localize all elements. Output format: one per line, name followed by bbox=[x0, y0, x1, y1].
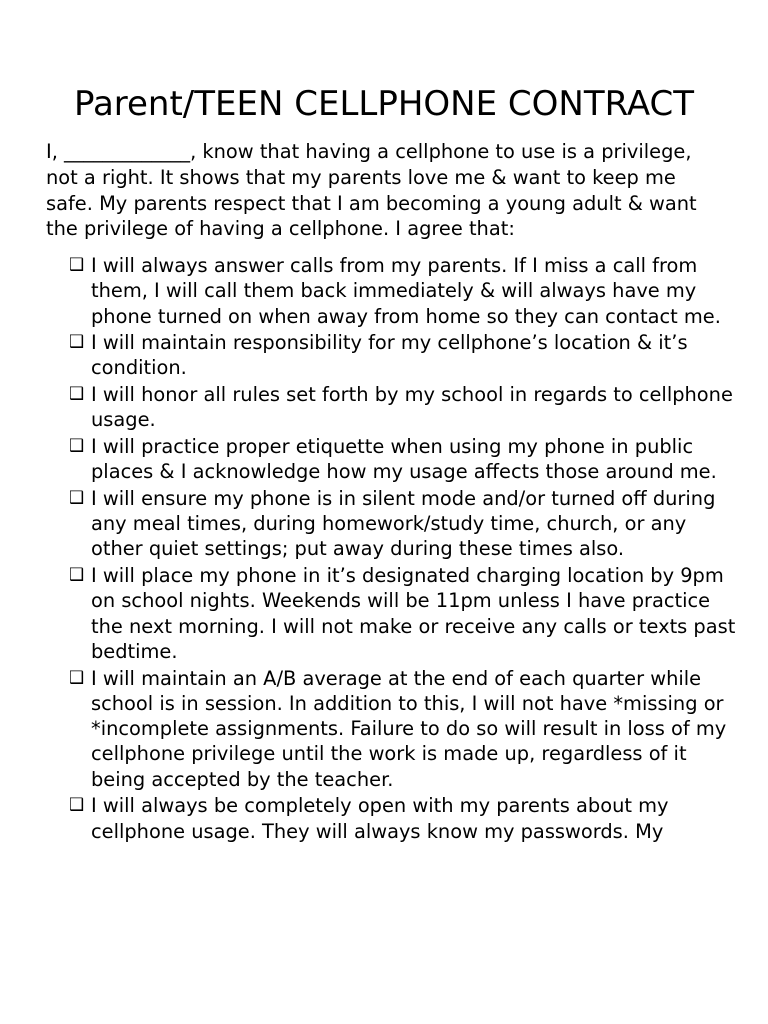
checkbox-icon: ❑ bbox=[69, 565, 85, 586]
rule-text: I will maintain responsibility for my cellphone’s location & it’s condition. bbox=[91, 331, 688, 380]
rule-text: I will ensure my phone is in silent mode and/or turned off during any meal times, during homework/study time, church, or any other quiet settings; put away during these times also. bbox=[91, 486, 716, 561]
rule-item-6 bbox=[67, 563, 737, 664]
checkbox-icon: ❑ bbox=[69, 795, 85, 816]
page-title: Parent/TEEN CELLPHONE CONTRACT bbox=[73, 84, 695, 124]
checkbox-icon: ❑ bbox=[69, 332, 85, 353]
intro-paragraph: I, _____________, know that having a cellphone to use is a privilege, not a right. It shows that my parents love me & want to keep me safe. My parents respect that I am becoming a young adult & want the privilege of having a cellphone. I agree that: bbox=[46, 140, 697, 241]
rule-text: I will always answer calls from my parents. If I miss a call from them, I will call them back immediately & will always have my phone turned on when away from home so they can contact me. bbox=[91, 254, 721, 328]
rule-text: I will practice proper etiquette when using my phone in public places & I acknowledge how my usage affects those around me. bbox=[91, 434, 717, 484]
rule-text: I will maintain an A/B average at the end of each quarter while school is in session. In addition to this, I will not have *missing or *incomplete assignments. Failure to do so will result in loss of my cellphone privilege until the work is made up, regardless of it being accepted by the teacher. bbox=[91, 666, 727, 791]
rule-item-8 bbox=[67, 793, 737, 844]
checkbox-icon: ❑ bbox=[69, 435, 85, 456]
rules-list bbox=[67, 253, 737, 845]
rule-text: I will place my phone in it’s designated charging location by 9pm on school nights. Weekends will be 11pm unless I have practice the next morning. I will not make or receive any calls or texts past bedtime. bbox=[91, 564, 736, 663]
checkbox-icon: ❑ bbox=[69, 667, 85, 688]
rule-item-7 bbox=[67, 666, 737, 792]
checkbox-icon: ❑ bbox=[69, 384, 85, 405]
rule-text: I will honor all rules set forth by my school in regards to cellphone usage. bbox=[91, 383, 733, 432]
rule-item-5 bbox=[67, 486, 737, 562]
rule-item-3 bbox=[67, 382, 737, 433]
rule-text: I will always be completely open with my parents about my cellphone usage. They will always know my passwords. My bbox=[91, 794, 669, 843]
rule-item-4 bbox=[67, 434, 737, 485]
checkbox-icon: ❑ bbox=[69, 255, 85, 275]
checkbox-icon: ❑ bbox=[69, 487, 85, 508]
rule-item-2 bbox=[67, 330, 737, 381]
rule-item-1 bbox=[67, 253, 737, 329]
